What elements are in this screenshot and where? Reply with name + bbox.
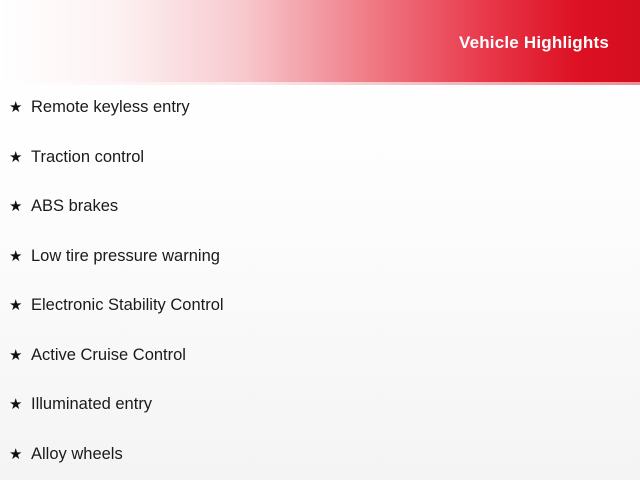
list-item-label: Active Cruise Control: [31, 347, 186, 364]
list-item: [0, 347, 640, 397]
list-item: [0, 99, 640, 149]
star-icon: ★: [9, 348, 31, 363]
list-item-label: ABS brakes: [31, 198, 118, 215]
list-item-label: Alloy wheels: [31, 446, 123, 463]
list-item-label: Electronic Stability Control: [31, 297, 224, 314]
vehicle-highlights-list: [0, 85, 640, 495]
list-item: [0, 149, 640, 199]
list-item: [0, 396, 640, 446]
star-icon: ★: [9, 298, 31, 313]
list-item: [0, 446, 640, 495]
star-icon: ★: [9, 397, 31, 412]
star-icon: ★: [9, 249, 31, 264]
list-item-label: Low tire pressure warning: [31, 248, 220, 265]
list-item-label: Remote keyless entry: [31, 99, 190, 116]
list-item: [0, 248, 640, 298]
star-icon: ★: [9, 447, 31, 462]
list-item: [0, 198, 640, 248]
star-icon: ★: [9, 199, 31, 214]
star-icon: ★: [9, 150, 31, 165]
list-item-label: Traction control: [31, 149, 144, 166]
page-title: Vehicle Highlights: [459, 29, 640, 53]
star-icon: ★: [9, 100, 31, 115]
slide-header: [0, 0, 640, 82]
list-item: [0, 297, 640, 347]
list-item-label: Illuminated entry: [31, 396, 152, 413]
